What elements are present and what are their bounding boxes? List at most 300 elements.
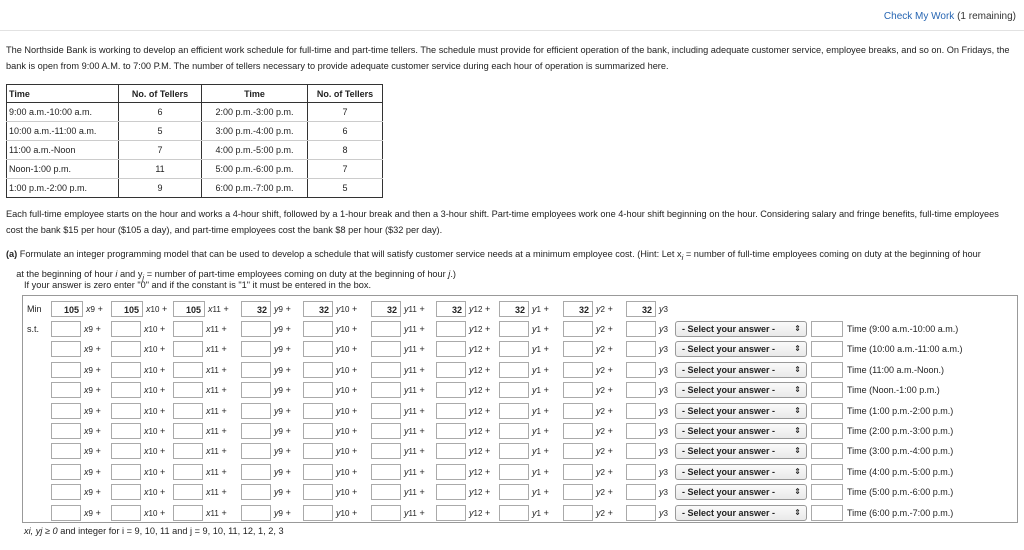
constraint-coef-input[interactable] (111, 382, 141, 398)
constraint-var-y12: y12 + (469, 364, 491, 375)
rhs-input[interactable] (811, 423, 843, 439)
constraint-coef-input[interactable] (173, 464, 203, 480)
constraint-var-y3: y3 (659, 324, 668, 334)
constraint-coef-input[interactable] (111, 443, 141, 459)
constraint-var-x9: x9 + (84, 446, 101, 457)
constraint-var-y11: y11 + (404, 344, 425, 355)
constraint-var-y3: y3 (659, 344, 668, 355)
constraint-coef-input[interactable] (303, 423, 333, 439)
question-text: Formulate an integer programming model that can be used to develop a schedule that will satisfy customer service needs at a minimum employee cost. (Hint: Let x (19, 249, 682, 259)
constraint-var-y12: y12 + (469, 507, 491, 518)
constraint-var-y3: y3 (659, 364, 668, 375)
constraint-coef-input[interactable] (111, 362, 141, 378)
constraint-coef-input[interactable] (51, 382, 81, 398)
chevron-updown-icon: ⇕ (794, 426, 801, 435)
question-text-3: and y (119, 268, 143, 279)
rhs-input[interactable] (811, 505, 843, 521)
select-placeholder: - Select your answer - (682, 324, 776, 334)
constraint-coef-input[interactable] (173, 484, 203, 500)
constraint-row (23, 442, 1017, 460)
constraint-coef-input[interactable] (241, 505, 271, 521)
constraint-coef-input[interactable] (51, 362, 81, 378)
constraint-coef-input[interactable] (563, 403, 593, 419)
constraint-coef-input[interactable] (626, 341, 656, 357)
constraint-coef-input[interactable] (436, 321, 466, 337)
constraint-var-y11: y11 + (404, 364, 425, 375)
constraint-var-x9: x9 + (84, 426, 101, 436)
constraint-coef-input[interactable] (173, 403, 203, 419)
objective-var-y3: y3 (659, 304, 668, 314)
constraint-coef-input[interactable] (51, 321, 81, 337)
constraint-var-y1: y1 + (532, 385, 549, 396)
constraint-var-y1: y1 + (532, 405, 549, 416)
constraint-var-x9: x9 + (84, 487, 101, 498)
rhs-input[interactable] (811, 321, 843, 337)
constraint-var-y12: y12 + (469, 466, 491, 477)
constraint-row (23, 402, 1017, 420)
constraint-var-y10: y10 + (336, 466, 358, 477)
constraint-coef-input[interactable] (499, 321, 529, 337)
constraint-var-x11: x11 + (206, 385, 227, 396)
constraint-coef-input[interactable] (241, 464, 271, 480)
table-row (7, 103, 383, 122)
constraint-time-label: Time (3:00 p.m.-4:00 p.m.) (847, 446, 954, 457)
footer-text: and integer for i = 9, 10, 11 and j = 9, 10, 11, 12, 1, 2, 3 (60, 526, 284, 536)
constraint-coef-input[interactable] (563, 464, 593, 480)
constraint-var-y12: y12 + (469, 405, 491, 416)
chevron-updown-icon: ⇕ (794, 405, 801, 415)
footer-prefix: xi, yj ≥ 0 (24, 526, 58, 536)
constraint-coef-input[interactable] (563, 382, 593, 398)
constraint-coef-input[interactable] (371, 321, 401, 337)
constraint-coef-input[interactable] (303, 464, 333, 480)
header-time-2: Time (202, 85, 308, 103)
objective-var-x10: x10 + (146, 304, 168, 314)
constraint-coef-input[interactable] (371, 464, 401, 480)
table-row (7, 179, 383, 198)
constraint-var-y11: y11 + (404, 385, 425, 396)
constraint-var-y10: y10 + (336, 426, 358, 436)
header-tellers-1: No. of Tellers (119, 85, 202, 103)
chevron-updown-icon: ⇕ (794, 507, 801, 517)
remaining-count: (1 remaining) (957, 11, 1016, 22)
constraint-coef-input[interactable] (626, 362, 656, 378)
constraint-var-x10: x10 + (144, 507, 166, 518)
constraint-coef-input[interactable] (436, 505, 466, 521)
rhs-input[interactable] (811, 362, 843, 378)
constraint-var-y2: y2 + (596, 324, 613, 334)
objective-coef-x9[interactable]: 105 (51, 301, 83, 317)
constraint-row (23, 320, 1017, 338)
check-my-work (884, 11, 1016, 22)
problem-intro: The Northside Bank is working to develop an efficient work schedule for full-time and part-time tellers. The schedule must provide for efficient operation of the bank, including adequate customer service, employee breaks, and so on. On Fridays, the bank is open from 9:00 A.M. to 7:00 P.M. The number of tellers necessary to provide adequate customer service during each hour of operation is summarized here. (6, 45, 1010, 71)
relation-select[interactable] (675, 403, 807, 419)
constraint-coef-input[interactable] (499, 443, 529, 459)
constraint-coef-input[interactable] (436, 403, 466, 419)
question-text-2: = number of full-time employees coming on duty at the beginning of hour (685, 249, 981, 259)
rhs-input[interactable] (811, 464, 843, 480)
constraint-coef-input[interactable] (563, 321, 593, 337)
table-cell: 8 (308, 141, 383, 160)
nonnegativity-footer (24, 526, 284, 536)
constraint-var-y11: y11 + (404, 426, 425, 436)
constraint-coef-input[interactable] (563, 484, 593, 500)
chevron-updown-icon: ⇕ (794, 466, 801, 476)
constraint-coef-input[interactable] (499, 464, 529, 480)
objective-var-y1: y1 + (532, 304, 549, 314)
chevron-updown-icon: ⇕ (794, 487, 801, 497)
constraint-var-y1: y1 + (532, 487, 549, 498)
objective-coef-y10[interactable]: 32 (303, 301, 333, 317)
table-cell: 11 (119, 160, 202, 179)
table-cell: 9 (119, 179, 202, 198)
relation-select[interactable] (675, 464, 807, 480)
objective-coef-y3[interactable]: 32 (626, 301, 656, 317)
constraint-time-label: Time (10:00 a.m.-11:00 a.m.) (847, 344, 963, 355)
constraint-var-y10: y10 + (336, 385, 358, 396)
constraint-var-y3: y3 (659, 426, 668, 436)
constraint-var-y11: y11 + (404, 507, 425, 518)
constraint-var-y1: y1 + (532, 466, 549, 477)
objective-coef-x11[interactable]: 105 (173, 301, 205, 317)
check-my-work-link[interactable]: Check My Work (883, 11, 955, 22)
constraint-var-y1: y1 + (532, 507, 549, 518)
constraint-var-x11: x11 + (206, 466, 227, 477)
constraint-coef-input[interactable] (241, 484, 271, 500)
constraint-coef-input[interactable] (371, 341, 401, 357)
table-cell: 6 (119, 103, 202, 122)
constraint-coef-input[interactable] (371, 443, 401, 459)
constraint-var-y1: y1 + (532, 426, 549, 436)
table-cell: 7 (308, 103, 383, 122)
select-placeholder: - Select your answer - (682, 426, 776, 436)
constraint-var-y1: y1 + (532, 344, 549, 355)
select-placeholder: - Select your answer - (682, 405, 776, 416)
constraint-coef-input[interactable] (241, 362, 271, 378)
constraint-coef-input[interactable] (303, 443, 333, 459)
constraint-time-label: Time (2:00 p.m.-3:00 p.m.) (847, 426, 954, 436)
objective-var-x11: x11 + (208, 304, 229, 314)
constraint-coef-input[interactable] (371, 423, 401, 439)
constraint-var-y12: y12 + (469, 426, 491, 436)
constraint-var-y2: y2 + (596, 364, 613, 375)
constraint-coef-input[interactable] (499, 505, 529, 521)
constraint-time-label: Time (1:00 p.m.-2:00 p.m.) (847, 405, 954, 416)
constraint-coef-input[interactable] (371, 362, 401, 378)
constraint-coef-input[interactable] (436, 362, 466, 378)
constraint-var-y1: y1 + (532, 364, 549, 375)
constraint-var-y3: y3 (659, 385, 668, 396)
constraint-var-x11: x11 + (206, 324, 227, 334)
constraint-coef-input[interactable] (303, 484, 333, 500)
table-cell: 5 (308, 179, 383, 198)
constraint-var-y11: y11 + (404, 405, 425, 416)
constraint-row (23, 422, 1017, 440)
objective-var-y11: y11 + (404, 304, 425, 314)
constraint-coef-input[interactable] (499, 423, 529, 439)
constraint-coef-input[interactable] (173, 443, 203, 459)
table-cell: 3:00 p.m.-4:00 p.m. (202, 122, 308, 141)
constraint-var-y9: y9 + (274, 364, 291, 375)
constraint-row (23, 483, 1017, 501)
constraint-coef-input[interactable] (111, 321, 141, 337)
constraint-var-y12: y12 + (469, 385, 491, 396)
constraint-coef-input[interactable] (563, 423, 593, 439)
constraint-var-x10: x10 + (144, 364, 166, 375)
relation-select[interactable] (675, 321, 807, 337)
constraint-var-y2: y2 + (596, 385, 613, 396)
st-label: s.t. (27, 324, 40, 334)
constraint-var-x10: x10 + (144, 324, 166, 334)
constraint-coef-input[interactable] (111, 464, 141, 480)
table-cell: 2:00 p.m.-3:00 p.m. (202, 103, 308, 122)
constraint-time-label: Time (6:00 p.m.-7:00 p.m.) (847, 507, 954, 518)
constraint-coef-input[interactable] (626, 505, 656, 521)
constraint-var-y9: y9 + (274, 466, 291, 477)
objective-coef-y2[interactable]: 32 (563, 301, 593, 317)
constraint-var-x9: x9 + (84, 466, 101, 477)
constraint-coef-input[interactable] (371, 484, 401, 500)
objective-var-y12: y12 + (469, 304, 491, 314)
relation-select[interactable] (675, 362, 807, 378)
constraint-coef-input[interactable] (626, 382, 656, 398)
constraint-var-x11: x11 + (206, 364, 227, 375)
constraint-coef-input[interactable] (563, 443, 593, 459)
constraint-var-y11: y11 + (404, 324, 425, 334)
constraint-coef-input[interactable] (626, 484, 656, 500)
constraint-var-y3: y3 (659, 507, 668, 518)
constraint-coef-input[interactable] (303, 341, 333, 357)
relation-select[interactable] (675, 341, 807, 357)
constraint-time-label: Time (Noon.-1:00 p.m.) (847, 385, 940, 396)
constraint-var-y9: y9 + (274, 446, 291, 457)
constraint-coef-input[interactable] (436, 443, 466, 459)
constraint-coef-input[interactable] (51, 403, 81, 419)
constraint-var-y1: y1 + (532, 446, 549, 457)
table-cell: 9:00 a.m.-10:00 a.m. (7, 103, 119, 122)
constraint-coef-input[interactable] (241, 341, 271, 357)
constraint-var-y3: y3 (659, 466, 668, 477)
top-bar (0, 0, 1024, 31)
constraint-coef-input[interactable] (499, 382, 529, 398)
constraint-var-y3: y3 (659, 487, 668, 498)
problem-details: Each full-time employee starts on the hour and works a 4-hour shift, followed by a 1-hour break and then a 3-hour shift. Part-time employees work one 4-hour shift beginning on the hour. Considering salary and fringe benefits, full-time employees cost the bank $15 per hour ($105 a day), and part-time employees cost the bank $8 per hour ($32 per day). (6, 209, 999, 235)
constraint-var-y11: y11 + (404, 466, 425, 477)
constraint-coef-input[interactable] (303, 382, 333, 398)
constraint-coef-input[interactable] (111, 341, 141, 357)
constraint-coef-input[interactable] (111, 403, 141, 419)
constraint-coef-input[interactable] (626, 464, 656, 480)
constraint-coef-input[interactable] (436, 464, 466, 480)
objective-var-x9: x9 + (86, 304, 103, 314)
constraint-coef-input[interactable] (371, 382, 401, 398)
constraint-coef-input[interactable] (371, 403, 401, 419)
table-cell: 1:00 p.m.-2:00 p.m. (7, 179, 119, 198)
constraint-coef-input[interactable] (499, 484, 529, 500)
constraint-var-y2: y2 + (596, 446, 613, 457)
constraint-var-x11: x11 + (206, 446, 227, 457)
objective-coef-y1[interactable]: 32 (499, 301, 529, 317)
constraint-var-y10: y10 + (336, 507, 358, 518)
constraint-coef-input[interactable] (563, 505, 593, 521)
header-time-1: Time (7, 85, 119, 103)
relation-select[interactable] (675, 505, 807, 521)
objective-var-y10: y10 + (336, 304, 358, 314)
constraint-var-x9: x9 + (84, 507, 101, 518)
constraint-coef-input[interactable] (499, 403, 529, 419)
constraint-var-y2: y2 + (596, 487, 613, 498)
select-placeholder: - Select your answer - (682, 344, 776, 355)
constraint-coef-input[interactable] (241, 321, 271, 337)
constraint-coef-input[interactable] (173, 382, 203, 398)
rhs-input[interactable] (811, 403, 843, 419)
constraint-coef-input[interactable] (499, 341, 529, 357)
constraint-time-label: Time (9:00 a.m.-10:00 a.m.) (847, 324, 959, 334)
objective-coef-y12[interactable]: 32 (436, 301, 466, 317)
constraint-coef-input[interactable] (303, 362, 333, 378)
rhs-input[interactable] (811, 443, 843, 459)
constraint-coef-input[interactable] (626, 443, 656, 459)
table-cell: 5 (119, 122, 202, 141)
constraint-var-y9: y9 + (274, 405, 291, 416)
constraint-var-x10: x10 + (144, 487, 166, 498)
chevron-updown-icon: ⇕ (794, 364, 801, 374)
constraint-coef-input[interactable] (51, 484, 81, 500)
constraint-coef-input[interactable] (173, 505, 203, 521)
constraint-var-y10: y10 + (336, 324, 358, 334)
constraint-coef-input[interactable] (51, 443, 81, 459)
constraint-coef-input[interactable] (499, 362, 529, 378)
chevron-updown-icon: ⇕ (794, 446, 801, 456)
constraint-var-y12: y12 + (469, 487, 491, 498)
chevron-updown-icon: ⇕ (794, 324, 801, 333)
constraint-var-y2: y2 + (596, 405, 613, 416)
select-placeholder: - Select your answer - (682, 507, 776, 518)
xi-sub: i (681, 252, 684, 262)
table-header-row (7, 85, 383, 103)
table-cell: 6 (308, 122, 383, 141)
table-cell: 11:00 a.m.-Noon (7, 141, 119, 160)
constraint-var-x11: x11 + (206, 507, 227, 518)
header-tellers-2: No. of Tellers (308, 85, 383, 103)
constraint-coef-input[interactable] (51, 423, 81, 439)
constraint-var-x11: x11 + (206, 426, 227, 436)
constraint-var-x10: x10 + (144, 344, 166, 355)
constraint-var-y9: y9 + (274, 344, 291, 355)
objective-coef-y11[interactable]: 32 (371, 301, 401, 317)
objective-coef-y9[interactable]: 32 (241, 301, 271, 317)
constraint-coef-input[interactable] (51, 464, 81, 480)
constraint-coef-input[interactable] (626, 321, 656, 337)
table-cell: 10:00 a.m.-11:00 a.m. (7, 122, 119, 141)
constraint-coef-input[interactable] (626, 423, 656, 439)
relation-select[interactable] (675, 382, 807, 398)
constraint-var-y2: y2 + (596, 426, 613, 436)
constraint-var-y11: y11 + (404, 487, 425, 498)
question-label: (a) (6, 249, 18, 259)
constraint-var-x10: x10 + (144, 405, 166, 416)
constraint-var-x10: x10 + (144, 446, 166, 457)
constraint-time-label: Time (5:00 p.m.-6:00 p.m.) (847, 487, 954, 498)
constraint-coef-input[interactable] (241, 423, 271, 439)
constraint-coef-input[interactable] (241, 382, 271, 398)
constraint-row (23, 340, 1017, 358)
constraint-var-y2: y2 + (596, 344, 613, 355)
constraint-var-x10: x10 + (144, 426, 166, 436)
constraint-var-y9: y9 + (274, 426, 291, 436)
constraint-var-y12: y12 + (469, 344, 491, 355)
constraint-var-x9: x9 + (84, 324, 101, 334)
objective-coef-x10[interactable]: 105 (111, 301, 143, 317)
constraint-var-y10: y10 + (336, 364, 358, 375)
constraint-var-x9: x9 + (84, 405, 101, 416)
constraint-coef-input[interactable] (111, 423, 141, 439)
constraint-coef-input[interactable] (626, 403, 656, 419)
constraint-coef-input[interactable] (436, 484, 466, 500)
objective-row (23, 300, 1017, 318)
select-placeholder: - Select your answer - (682, 487, 776, 498)
constraint-coef-input[interactable] (51, 505, 81, 521)
constraint-var-x11: x11 + (206, 405, 227, 416)
constraint-coef-input[interactable] (303, 321, 333, 337)
constraint-var-y3: y3 (659, 405, 668, 416)
constraint-var-y9: y9 + (274, 385, 291, 396)
constraint-coef-input[interactable] (111, 484, 141, 500)
table-row (7, 141, 383, 160)
select-placeholder: - Select your answer - (682, 446, 776, 457)
instruction: If your answer is zero enter "0" and if the constant is "1" it must be entered in the box. (24, 280, 372, 290)
constraint-coef-input[interactable] (51, 341, 81, 357)
objective-var-y9: y9 + (274, 304, 291, 314)
constraint-coef-input[interactable] (436, 382, 466, 398)
rhs-input[interactable] (811, 484, 843, 500)
constraint-coef-input[interactable] (173, 362, 203, 378)
min-label: Min (27, 304, 42, 314)
constraint-coef-input[interactable] (371, 505, 401, 521)
table-cell: Noon-1:00 p.m. (7, 160, 119, 179)
table-row (7, 160, 383, 179)
constraint-coef-input[interactable] (436, 423, 466, 439)
constraint-coef-input[interactable] (111, 505, 141, 521)
relation-select[interactable] (675, 443, 807, 459)
constraint-var-y2: y2 + (596, 507, 613, 518)
constraint-coef-input[interactable] (563, 341, 593, 357)
constraint-coef-input[interactable] (303, 403, 333, 419)
constraint-var-y12: y12 + (469, 324, 491, 334)
rhs-input[interactable] (811, 341, 843, 357)
constraint-coef-input[interactable] (241, 403, 271, 419)
table-cell: 4:00 p.m.-5:00 p.m. (202, 141, 308, 160)
constraint-coef-input[interactable] (173, 341, 203, 357)
constraint-row (23, 381, 1017, 399)
constraint-coef-input[interactable] (436, 341, 466, 357)
constraint-var-y12: y12 + (469, 446, 491, 457)
constraint-coef-input[interactable] (303, 505, 333, 521)
relation-select[interactable] (675, 423, 807, 439)
constraint-coef-input[interactable] (241, 443, 271, 459)
constraint-var-y2: y2 + (596, 466, 613, 477)
constraint-coef-input[interactable] (563, 362, 593, 378)
constraint-var-y9: y9 + (274, 324, 291, 334)
constraint-var-y9: y9 + (274, 507, 291, 518)
constraint-coef-input[interactable] (173, 423, 203, 439)
table-row (7, 122, 383, 141)
constraint-coef-input[interactable] (173, 321, 203, 337)
relation-select[interactable] (675, 484, 807, 500)
constraint-row (23, 504, 1017, 522)
constraint-var-x11: x11 + (206, 344, 227, 355)
rhs-input[interactable] (811, 382, 843, 398)
